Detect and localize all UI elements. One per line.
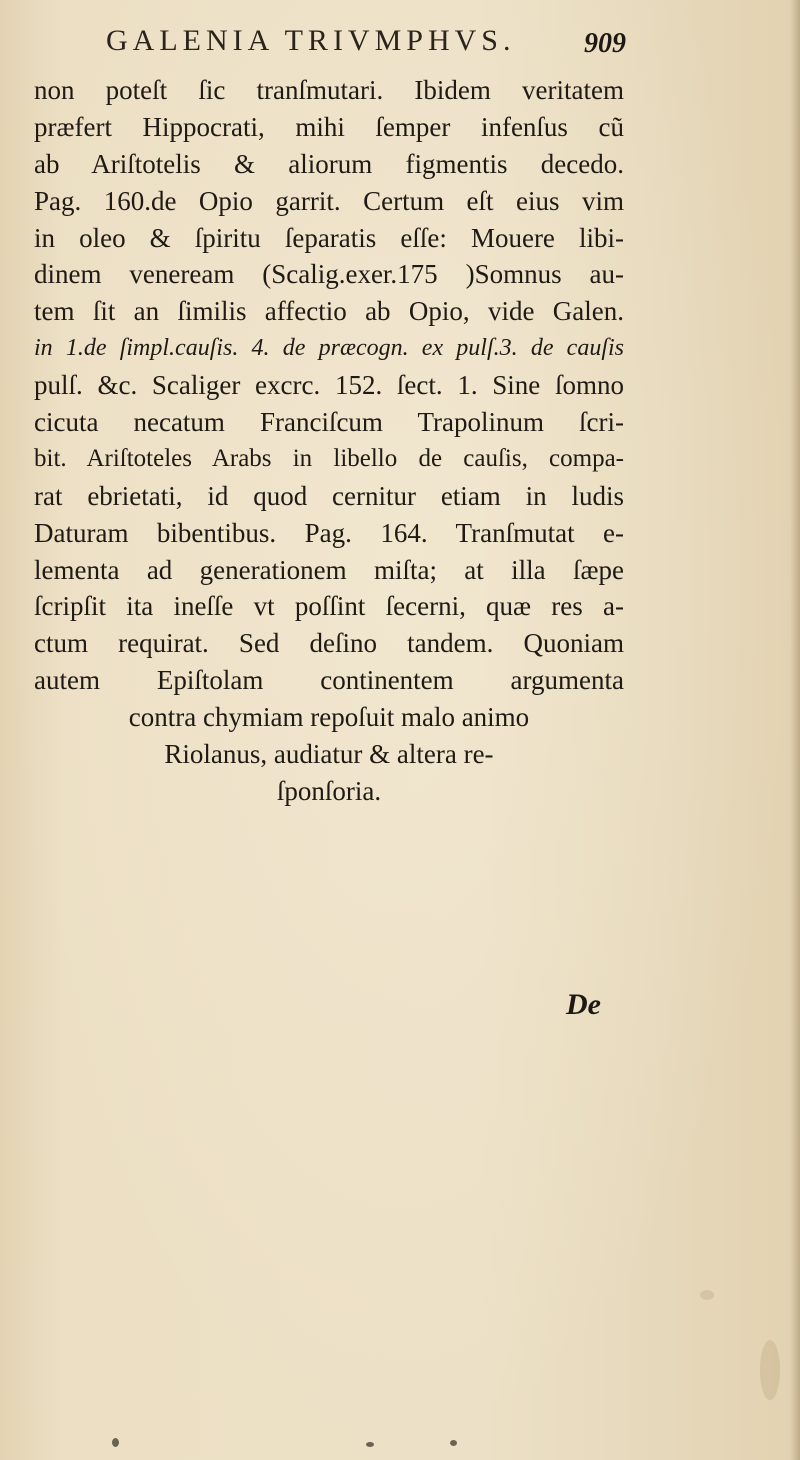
page-number: 909 [584, 28, 626, 59]
text-line: rat ebrietati, id quod cernitur etiam in ludis [34, 480, 624, 511]
running-title: GALENIA TRIVMPHVS. [106, 24, 516, 57]
text-line: Pag. 160.de Opio garrit. Certum eſt eius vim [34, 185, 624, 216]
text-line: contra chymiam repoſuit malo animo [128, 702, 530, 733]
ink-blot [366, 1442, 374, 1447]
paper-stain [760, 1340, 780, 1400]
text-line: Daturam bibentibus. Pag. 164. Tranſmutat e- [34, 517, 624, 548]
paper-stain [700, 1290, 714, 1300]
text-line: pulſ. &c. Scaliger excrc. 152. ſect. 1. Sine ſomno [34, 370, 624, 401]
running-head [106, 24, 626, 64]
text-line: in oleo & ſpiritu ſeparatis eſſe: Mouere libi- [34, 222, 624, 253]
text-line: in 1.de ſimpl.cauſis. 4. de præcogn. ex pulſ.3. de cauſis [34, 335, 624, 362]
text-line: præfert Hippocrati, mihi ſemper infenſus cũ [34, 111, 624, 142]
text-line: autem Epiſtolam continentem argumenta [34, 665, 624, 696]
ink-blot [112, 1438, 119, 1447]
text-line: bit. Ariſtoteles Arabs in libello de cauſis, compa- [34, 444, 624, 472]
page-edge-shadow [790, 0, 800, 1460]
ink-blot [450, 1440, 457, 1446]
text-line: non poteſt ſic tranſmutari. Ibidem veritatem [34, 75, 624, 105]
body-text [34, 72, 624, 810]
catchword: De [566, 988, 601, 1021]
text-line: ſcripſit ita ineſſe vt poſſint ſecerni, quæ res a- [34, 591, 624, 622]
text-line: tem ſit an ſimilis affectio ab Opio, vide Galen. [34, 296, 624, 327]
text-line: dinem veneream (Scalig.exer.175 )Somnus au- [34, 259, 624, 290]
text-line: cicuta necatum Franciſcum Trapolinum ſcri- [34, 407, 624, 438]
text-line: ab Ariſtotelis & aliorum figmentis decedo. [34, 148, 624, 179]
text-line: ſponſoria. [276, 775, 382, 806]
text-line: Riolanus, audiatur & altera re- [164, 739, 494, 770]
text-line: lementa ad generationem miſta; at illa ſæpe [34, 554, 624, 585]
text-line: ctum requirat. Sed deſino tandem. Quoniam [34, 628, 624, 659]
